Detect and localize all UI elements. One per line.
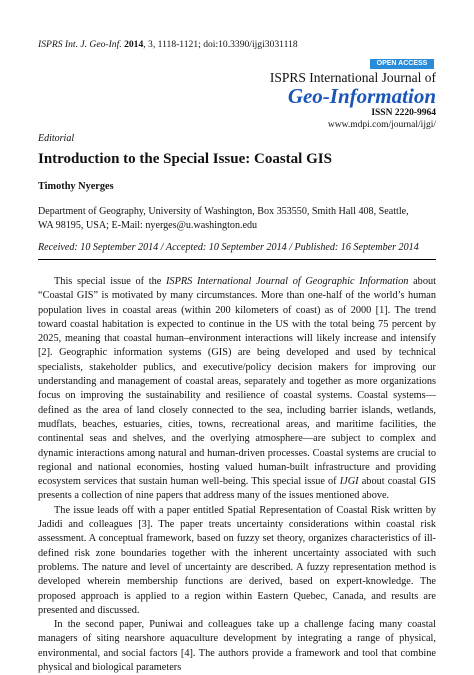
journal-abbrev: IJGI (339, 476, 359, 488)
affiliation-email-line: WA 98195, USA; E-Mail: nyerges@u.washington.edu (38, 220, 258, 231)
author-affiliation (38, 205, 438, 233)
header-divider (38, 259, 436, 260)
paragraph-2: The issue leads off with a paper entitled Spatial Representation of Coastal Risk written by Jadidi and colleagues [3]. The paper treats uncertainty considerations within coastal risk assessment. A conceptual framework, based on fuzzy set theory, organizes characteristics of ill-defined risk zone boundaries together with the inherent uncertainty associated with such problems. The nature and level of uncertainty are described. A fuzzy representation method is developed wherein membership functions are derived, based on expert-knowledge. The proposed approach is applied to a region within Eastern Quebec, Canada, and results are presented and discussed. (38, 504, 436, 616)
citation-journal: ISPRS Int. J. Geo-Inf. (38, 39, 122, 50)
citation-line (38, 39, 298, 50)
author-name: Timothy Nyerges (38, 181, 114, 192)
article-type: Editorial (38, 133, 75, 144)
open-access-badge: OPEN ACCESS (370, 59, 434, 69)
article-title: Introduction to the Special Issue: Coastal GIS (38, 151, 332, 167)
journal-name: ISPRS International Journal of (269, 70, 436, 85)
journal-url-link[interactable]: www.mdpi.com/journal/ijgi/ (327, 120, 436, 130)
publication-dates: Received: 10 September 2014 / Accepted: 10 September 2014 / Published: 16 September 2014 (38, 242, 419, 253)
issn-label: ISSN 2220-9964 (371, 108, 436, 118)
citation-year: 2014 (124, 39, 144, 50)
paragraph-text: about “Coastal GIS” is motivated by many circumstances. More than one-half of the world’s human population lives in coastal areas (within 200 kilometers of coast) as of 2000 [1]. The trend toward coastal habitation is expected to continue in the US with the total being 75 percent by 2025, meaning that coastal human–environment interactions will likely increase and intensify [2]. Geographic information systems (GIS) are being developed and used by technical specialists, stakeholder publics, and executive/policy decision makers for improving our understanding and management of coastal areas, separately and together as more organizations focus on improving the sustainability and resilience of coastal systems. Coastal systems—defined as the area of land closely connected to the sea, including barrier islands, wetlands, mudflats, beaches, estuaries, cities, towns, recreational areas, and maritime facilities, the continental seas and shelves, and the overlying atmosphere—are subject to complex and dynamic interactions among natural and human-driven processes. Coastal systems are crucial to regional and national economies, hosting valued human-built infrastructure and providing ecosystem services that sustain human well-being. This special issue of (38, 276, 436, 488)
paragraph-text: about coastal GIS presents a collection of nine papers that address many of the issues mentioned above. (38, 476, 436, 502)
paragraph-text: This special issue of the (54, 276, 166, 287)
paragraph-1 (38, 275, 436, 504)
journal-logo: Geo-Information (287, 84, 436, 108)
affiliation-line: Department of Geography, University of Washington, Box 353550, Smith Hall 408, Seattle, (38, 206, 409, 217)
article-body (38, 275, 436, 675)
paragraph-3: In the second paper, Puniwai and colleagues take up a challenge facing many coastal managers of siting nearshore aquaculture development by integrating a range of physical, environmental, and social factors [4]. The authors provide a framework and tool that combine physical and biological parameters (38, 619, 436, 674)
journal-reference: ISPRS International Journal of Geographic Information (166, 276, 409, 287)
citation-details: , 3, 1118-1121; doi:10.3390/ijgi3031118 (143, 39, 298, 50)
